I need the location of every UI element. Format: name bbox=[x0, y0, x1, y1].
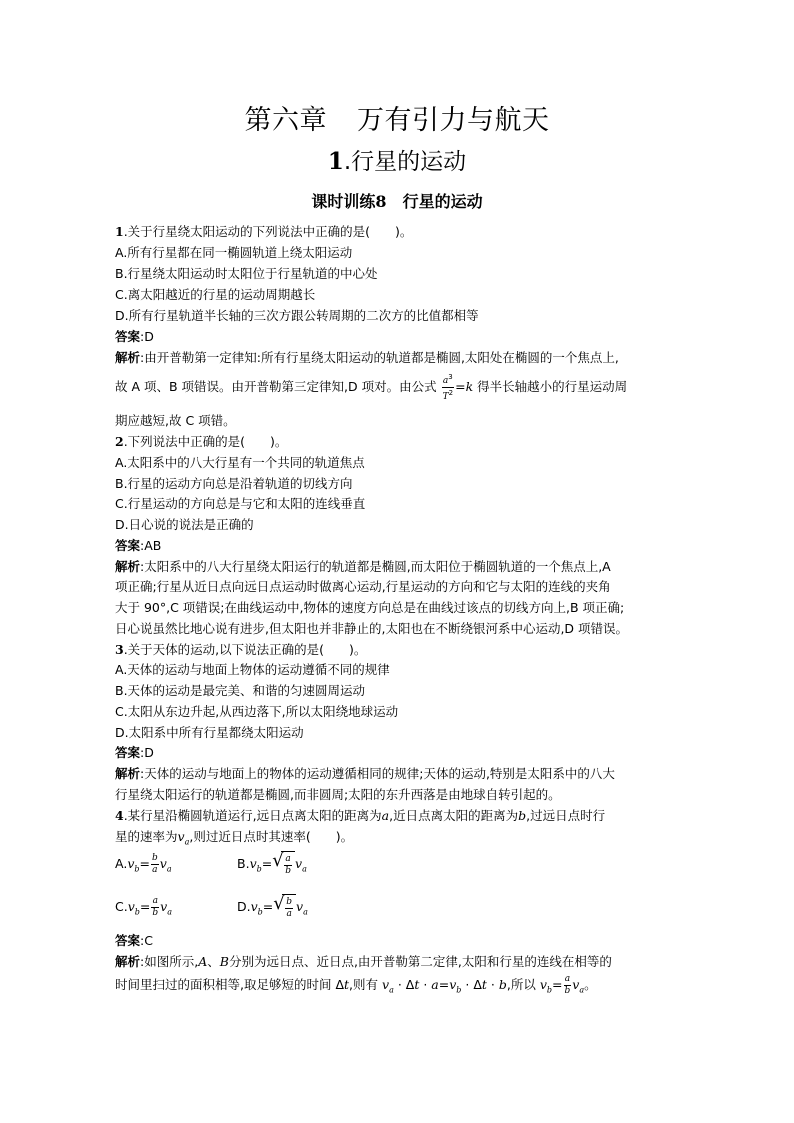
q2-answer-value: :AB bbox=[140, 538, 162, 553]
va-sub: a bbox=[303, 907, 308, 917]
frac-denominator: b bbox=[285, 866, 291, 876]
q3-number: 3 bbox=[115, 642, 124, 657]
option-c-fraction bbox=[151, 896, 159, 919]
q2-stem bbox=[115, 434, 287, 449]
explanation-label: 解析 bbox=[115, 954, 141, 969]
vb: v bbox=[127, 856, 135, 871]
q1-number: 1 bbox=[115, 224, 124, 239]
va: v bbox=[382, 977, 390, 992]
q1-answer-value: :D bbox=[140, 329, 154, 344]
va-sub: a bbox=[166, 864, 172, 874]
training-label: 课时训练 bbox=[311, 192, 376, 211]
q4-exp-1a: :如图所示, bbox=[140, 954, 199, 969]
answer-label: 答案 bbox=[115, 745, 141, 760]
dot-delta: · Δ bbox=[393, 977, 415, 992]
vb-sub: b bbox=[546, 985, 553, 995]
chapter-number: 第六章 bbox=[244, 105, 327, 136]
q3-option-a: A.天体的运动与地面上物体的运动遵循不同的规律 bbox=[115, 662, 390, 677]
frac-denominator: a bbox=[286, 909, 292, 919]
va-sub: a bbox=[579, 985, 585, 995]
var-t: t bbox=[481, 977, 487, 992]
q1-stem-text: .关于行星绕太阳运动的下列说法中正确的是( )。 bbox=[123, 224, 413, 239]
frac-numerator: b bbox=[151, 853, 158, 863]
q2-explanation-line-3: 大于 90°,C 项错误;在曲线运动中,物体的速度方向总是在曲线过该点的切线方向上,B 项正确; bbox=[115, 600, 625, 615]
option-b-letter: B. bbox=[237, 856, 250, 871]
q1-option-d: D.所有行星轨道半长轴的三次方跟公转周期的二次方的比值都相等 bbox=[115, 308, 479, 323]
q4-exp-2a: 时间里扫过的面积相等,取足够短的时间 Δ bbox=[115, 977, 344, 992]
q4-stem-2b: ,则过近日点时其速率( )。 bbox=[189, 829, 354, 844]
result-fraction bbox=[564, 974, 572, 997]
vb: v bbox=[127, 899, 135, 914]
q3-explanation-line-2: 行星绕太阳运行的轨道都是椭圆,而非圆周;太阳的东升西落是由地球自转引起的。 bbox=[115, 787, 561, 802]
option-a-letter: A. bbox=[115, 856, 128, 871]
chapter-name: 万有引力与航天 bbox=[357, 105, 550, 136]
q3-stem bbox=[115, 642, 366, 657]
frac-denominator: b bbox=[152, 908, 159, 918]
q1-exp-2c: 得半长轴越小的行星运动周 bbox=[477, 379, 628, 394]
vb: v bbox=[449, 977, 457, 992]
vb: v bbox=[539, 977, 547, 992]
section-number: 1 bbox=[327, 148, 344, 175]
q4-explanation-line-2 bbox=[115, 972, 597, 1004]
q1-option-b: B.行星绕太阳运动时太阳位于行星轨道的中心处 bbox=[115, 266, 378, 281]
var-v-sub: a bbox=[184, 837, 190, 847]
option-d-letter: D. bbox=[237, 899, 251, 914]
frac-denominator: a bbox=[152, 865, 158, 875]
q4-exp-1c: 分别为远日点、近日点,由开普勒第二定律,太阳和行星的连线在相等的 bbox=[228, 954, 612, 969]
q2-explanation-line-2: 项正确;行星从近日点向远日点运动时做离心运动,行星运动的方向和它与太阳的连线的夹角 bbox=[115, 579, 611, 594]
q1-exp-1: :由开普勒第一定律知:所有行星绕太阳运动的轨道都是椭圆,太阳处在椭圆的一个焦点上, bbox=[140, 350, 619, 365]
q4-stem-1b: ,近日点离太阳的距离为 bbox=[389, 808, 519, 823]
q1-option-c: C.离太阳越近的行星的运动周期越长 bbox=[115, 287, 316, 302]
q3-option-b: B.天体的运动是最完美、和谐的匀速圆周运动 bbox=[115, 683, 366, 698]
va: v bbox=[295, 856, 303, 871]
q2-answer bbox=[115, 538, 161, 553]
option-b-fraction bbox=[284, 854, 292, 877]
explanation-label: 解析 bbox=[115, 559, 141, 574]
q3-stem-text: .关于天体的运动,以下说法正确的是( )。 bbox=[123, 642, 367, 657]
denominator-exponent: 2 bbox=[448, 389, 454, 397]
var-b: b bbox=[498, 977, 507, 992]
q1-option-a: A.所有行星都在同一椭圆轨道上绕太阳运动 bbox=[115, 245, 353, 260]
equals: = bbox=[552, 977, 563, 992]
fraction-denominator: T bbox=[442, 392, 449, 402]
option-d-fraction bbox=[285, 897, 293, 920]
q4-exp-2c: ,所以 bbox=[506, 977, 536, 992]
section-title bbox=[0, 143, 794, 176]
q4-explanation-line-1 bbox=[115, 954, 612, 969]
q4-option-b bbox=[237, 851, 307, 883]
q3-answer bbox=[115, 745, 154, 760]
q4-option-d bbox=[237, 894, 308, 926]
q2-number: 2 bbox=[115, 434, 124, 449]
training-name: 行星的运动 bbox=[402, 192, 483, 211]
va-sub: a bbox=[167, 907, 172, 917]
var-a: a bbox=[381, 808, 390, 823]
q1-explanation-line-2 bbox=[115, 372, 627, 403]
answer-label: 答案 bbox=[115, 538, 141, 553]
explanation-label: 解析 bbox=[115, 350, 141, 365]
va: v bbox=[159, 856, 167, 871]
va: v bbox=[160, 899, 168, 914]
vb-sub: b bbox=[257, 907, 263, 917]
q4-option-a bbox=[115, 851, 172, 883]
fraction-numerator: a bbox=[442, 376, 449, 386]
q4-number: 4 bbox=[115, 808, 124, 823]
q4-exp-2d: 。 bbox=[584, 977, 597, 992]
training-title bbox=[0, 189, 794, 212]
kepler-formula-fraction bbox=[442, 372, 454, 403]
q1-stem bbox=[115, 224, 412, 239]
q3-option-d: D.太阳系中所有行星都绕太阳运动 bbox=[115, 725, 304, 740]
va-sub: a bbox=[389, 985, 394, 995]
training-number: 8 bbox=[375, 192, 387, 211]
vb-sub: b bbox=[134, 907, 140, 917]
q4-stem-line-1 bbox=[115, 808, 605, 823]
q1-exp-2a: 故 A 项、B 项错误。由开普勒第三定律知,D 项对。由公式 bbox=[115, 379, 437, 394]
q2-exp-1: :太阳系中的八大行星绕太阳运行的轨道都是椭圆,而太阳位于椭圆轨道的一个焦点上,A bbox=[140, 559, 611, 574]
dot-delta: · Δ bbox=[461, 977, 482, 992]
q4-stem-1a: .某行星沿椭圆轨道运行,远日点离太阳的距离为 bbox=[123, 808, 382, 823]
vb: v bbox=[249, 856, 257, 871]
vb-sub: b bbox=[456, 985, 462, 995]
q3-answer-value: :D bbox=[140, 745, 154, 760]
option-a-fraction bbox=[151, 853, 159, 876]
q2-option-b: B.行星的运动方向总是沿着轨道的切线方向 bbox=[115, 476, 353, 491]
q4-exp-1b: 、 bbox=[207, 954, 220, 969]
equals-sign: = bbox=[455, 379, 466, 394]
q4-option-c bbox=[115, 894, 172, 926]
q1-explanation-line-3: 期应越短,故 C 项错。 bbox=[115, 413, 236, 428]
option-c-letter: C. bbox=[115, 899, 128, 914]
equals: = bbox=[139, 899, 151, 914]
frac-numerator: b bbox=[286, 897, 293, 907]
equals: = bbox=[261, 856, 273, 871]
vb-sub: b bbox=[256, 864, 262, 874]
sqrt-sign: √ $\frac{b}{a}$ bbox=[273, 894, 296, 921]
explanation-label: 解析 bbox=[115, 766, 141, 781]
q2-option-d: D.日心说的说法是正确的 bbox=[115, 517, 254, 532]
constant-k: k bbox=[465, 379, 474, 394]
dot: · bbox=[419, 977, 432, 992]
numerator-exponent: 3 bbox=[448, 373, 453, 381]
q1-answer bbox=[115, 329, 154, 344]
va-sub: a bbox=[302, 864, 307, 874]
q2-stem-text: .下列说法中正确的是( )。 bbox=[123, 434, 288, 449]
equals: = bbox=[438, 977, 450, 992]
var-a: a bbox=[431, 977, 439, 992]
vb: v bbox=[250, 899, 258, 914]
va: v bbox=[572, 977, 580, 992]
q4-stem-line-2 bbox=[115, 829, 353, 850]
var-t: t bbox=[414, 977, 420, 992]
point-a: A bbox=[198, 954, 208, 969]
equals: = bbox=[139, 856, 150, 871]
answer-label: 答案 bbox=[115, 933, 141, 948]
q3-explanation-line-1 bbox=[115, 766, 615, 781]
answer-label: 答案 bbox=[115, 329, 141, 344]
point-b: B bbox=[219, 954, 229, 969]
q4-answer bbox=[115, 933, 153, 948]
frac-numerator: a bbox=[152, 896, 158, 906]
va: v bbox=[296, 899, 304, 914]
q4-exp-2b: ,则有 bbox=[349, 977, 379, 992]
frac-numerator: a bbox=[285, 854, 291, 864]
vb-sub: b bbox=[134, 864, 140, 874]
frac-denominator: b bbox=[564, 986, 571, 996]
var-v: v bbox=[177, 829, 185, 844]
equals: = bbox=[262, 899, 274, 914]
q2-explanation-line-1 bbox=[115, 559, 611, 574]
q1-explanation-line-1 bbox=[115, 350, 619, 365]
var-t: t bbox=[344, 977, 350, 992]
q2-option-c: C.行星运动的方向总是与它和太阳的连线垂直 bbox=[115, 496, 366, 511]
q2-explanation-line-4: 日心说虽然比地心说有进步,但太阳也并非静止的,太阳也在不断绕银河系中心运动,D 项错误。 bbox=[115, 621, 629, 636]
var-b: b bbox=[518, 808, 527, 823]
dot: · bbox=[486, 977, 499, 992]
q4-stem-1c: ,过远日点时行 bbox=[526, 808, 606, 823]
section-name: .行星的运动 bbox=[343, 149, 467, 175]
chapter-title bbox=[0, 98, 794, 137]
frac-numerator: a bbox=[564, 974, 571, 984]
q2-option-a: A.太阳系中的八大行星有一个共同的轨道焦点 bbox=[115, 455, 365, 470]
sqrt-sign: √ $\frac{a}{b}$ bbox=[272, 851, 295, 878]
q3-option-c: C.太阳从东边升起,从西边落下,所以太阳绕地球运动 bbox=[115, 704, 399, 719]
q4-answer-value: :C bbox=[140, 933, 153, 948]
q3-exp-1: :天体的运动与地面上的物体的运动遵循相同的规律;天体的运动,特别是太阳系中的八大 bbox=[140, 766, 615, 781]
q4-stem-2a: 星的速率为 bbox=[115, 829, 178, 844]
